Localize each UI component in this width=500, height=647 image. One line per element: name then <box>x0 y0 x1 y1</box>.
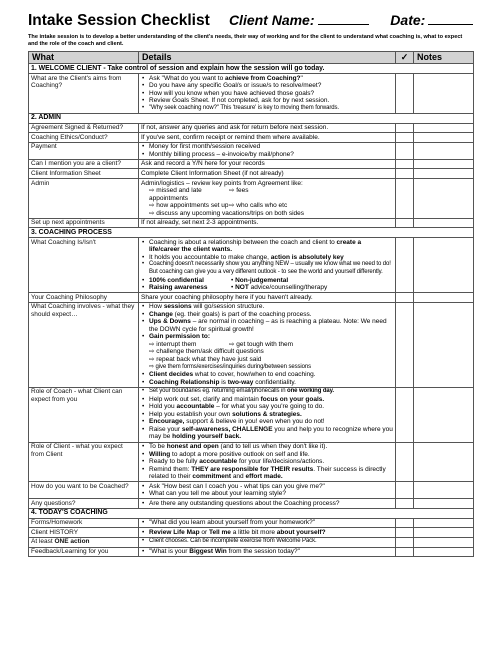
row-label: What Coaching Is/Isn't <box>29 238 139 293</box>
list-item: • Monthly billing process – e-invoice/by mail/phone? <box>141 151 393 159</box>
list-item: • Client chooses. Can be incomplete exercise from Welcome Pack. <box>141 538 393 546</box>
list-item: • It holds you accountable to make change, action is absolutely key <box>141 254 393 262</box>
notes-cell[interactable] <box>414 442 474 482</box>
row-details <box>139 302 396 387</box>
section-coaching-process: 3. COACHING PROCESS <box>29 228 474 238</box>
check-cell[interactable] <box>396 123 414 133</box>
row-label: What Coaching involves - what they should expect… <box>29 302 139 387</box>
check-cell[interactable] <box>396 537 414 547</box>
page-title: Intake Session Checklist <box>28 12 210 29</box>
notes-cell[interactable] <box>414 133 474 143</box>
list-item: • "What did you learn about yourself from your homework?" <box>141 519 393 527</box>
list-item: • Hold you accountable – for what you say you're going to do. <box>141 403 393 411</box>
col-details: Details <box>139 52 396 64</box>
table-row <box>29 179 474 219</box>
list-item: • How sessions will go/session structure. <box>141 303 393 311</box>
table-row <box>29 302 474 387</box>
check-cell[interactable] <box>396 74 414 114</box>
row-label: Payment <box>29 142 139 159</box>
check-cell[interactable] <box>396 133 414 143</box>
row-label: Role of Client - what you expect from Client <box>29 442 139 482</box>
list-item: • Ask "How best can I coach you - what tips can you give me?" <box>141 483 393 491</box>
notes-cell[interactable] <box>414 142 474 159</box>
notes-cell[interactable] <box>414 218 474 228</box>
list-item: • Client decides what to cover, how/when to end coaching. <box>141 371 393 379</box>
row-details <box>139 499 396 509</box>
table-row <box>29 169 474 179</box>
checklist-page <box>28 12 473 557</box>
list-item: • Change (eg. their goals) is part of the coaching process. <box>141 311 393 319</box>
row-label: Admin <box>29 179 139 219</box>
table-row <box>29 293 474 303</box>
table-row <box>29 442 474 482</box>
table-row <box>29 238 474 293</box>
list-item: • "What is your Biggest Win from the session today?" <box>141 548 393 556</box>
list-item: • Help work out set, clarify and maintain focus on your goals. <box>141 396 393 404</box>
row-details <box>139 442 396 482</box>
check-cell[interactable] <box>396 179 414 219</box>
list-item: • To be honest and open (and to tell us when they don't like it). <box>141 443 393 451</box>
list-item: • Are there any outstanding questions about the Coaching process? <box>141 500 393 508</box>
notes-cell[interactable] <box>414 74 474 114</box>
date-label: Date: <box>390 12 426 28</box>
table-row <box>29 518 474 528</box>
row-label: How do you want to be Coached? <box>29 482 139 499</box>
list-item: • "Why seek coaching now?" This 'treasure' is key to moving them forwards. <box>141 105 393 113</box>
list-item: • Review Life Map or Tell me a little bit more about yourself? <box>141 529 393 537</box>
table-row <box>29 387 474 442</box>
table-row <box>29 74 474 114</box>
list-item: • Encourage, support & believe in you! even when you do not! <box>141 418 393 426</box>
check-cell[interactable] <box>396 482 414 499</box>
row-details <box>139 142 396 159</box>
list-item: • 100% confidential • Non-judgemental <box>141 277 393 285</box>
notes-cell[interactable] <box>414 123 474 133</box>
notes-cell[interactable] <box>414 482 474 499</box>
row-details: If you've sent, confirm receipt or remind them where available. <box>139 133 396 143</box>
row-label: Any questions? <box>29 499 139 509</box>
list-item: • Money for first month/session received <box>141 143 393 151</box>
check-cell[interactable] <box>396 547 414 557</box>
list-item: • What can you tell me about your learning style? <box>141 490 393 498</box>
row-label: Your Coaching Philosophy <box>29 293 139 303</box>
check-icon: ✓ <box>396 52 414 64</box>
list-item: • Coaching is about a relationship between the coach and client to create a life/career the client wants. <box>141 239 393 254</box>
row-details: Ask and record a Y/N here for your records <box>139 159 396 169</box>
notes-cell[interactable] <box>414 293 474 303</box>
row-details <box>139 547 396 557</box>
row-details <box>139 518 396 528</box>
table-row <box>29 123 474 133</box>
check-cell[interactable] <box>396 218 414 228</box>
check-cell[interactable] <box>396 159 414 169</box>
row-label: Client Information Sheet <box>29 169 139 179</box>
row-label: Client HISTORY <box>29 528 139 538</box>
notes-cell[interactable] <box>414 238 474 293</box>
row-details: Admin/logistics – review key points from Agreement like: ⇨ missed and late appointments ⇨ fees ⇨ how appointments set up ⇨ who calls who etc ⇨ discuss any upcoming vacations/trips on both sides <box>139 179 396 219</box>
check-cell[interactable] <box>396 142 414 159</box>
section-admin: 2. ADMIN <box>29 113 474 123</box>
notes-cell[interactable] <box>414 518 474 528</box>
list-item: • Coaching Relationship is two-way confidentiality. <box>141 379 393 387</box>
row-details <box>139 537 396 547</box>
table-row <box>29 537 474 547</box>
column-header-row <box>29 52 474 64</box>
table-row <box>29 528 474 538</box>
table-row <box>29 482 474 499</box>
list-item: • Do you have any specific Goal/s or issue/s to resolve/meet? <box>141 82 393 90</box>
row-label: Set up next appointments <box>29 218 139 228</box>
section-todays-coaching: 4. TODAY'S COACHING <box>29 508 474 518</box>
check-cell[interactable] <box>396 169 414 179</box>
list-item: • How will you know when you have achieved those goals? <box>141 90 393 98</box>
notes-cell[interactable] <box>414 159 474 169</box>
client-name-field[interactable] <box>318 13 369 25</box>
row-label: Forms/Homework <box>29 518 139 528</box>
col-what: What <box>29 52 139 64</box>
row-label: What are the Client's aims from Coaching? <box>29 74 139 114</box>
list-item: • Raise your self-awareness, CHALLENGE you and help you to recognize where you may be holding yourself back. <box>141 426 393 441</box>
col-notes: Notes <box>414 52 474 64</box>
notes-cell[interactable] <box>414 179 474 219</box>
check-cell[interactable] <box>396 518 414 528</box>
notes-cell[interactable] <box>414 547 474 557</box>
notes-cell[interactable] <box>414 528 474 538</box>
check-cell[interactable] <box>396 528 414 538</box>
check-cell[interactable] <box>396 442 414 482</box>
row-label: Role of Coach - what Client can expect from you <box>29 387 139 442</box>
list-item: • Help you establish your own solutions & strategies. <box>141 411 393 419</box>
row-label: Coaching Ethics/Conduct? <box>29 133 139 143</box>
list-item: • Ask "What do you want to achieve from Coaching?" <box>141 75 393 83</box>
notes-cell[interactable] <box>414 302 474 387</box>
row-details: If not already, set next 2-3 appointments. <box>139 218 396 228</box>
list-item: • Ready to be fully accountable for your life/decisions/actions. <box>141 458 393 466</box>
table-row <box>29 547 474 557</box>
list-item: • Coaching doesn't necessarily show you anything NEW – usually we know what we need to do! But coaching can give you a very different outlook - to see the world and yourself differently. <box>141 261 393 276</box>
table-row <box>29 142 474 159</box>
date-field[interactable] <box>428 13 473 25</box>
row-details <box>139 387 396 442</box>
header <box>28 12 473 32</box>
notes-cell[interactable] <box>414 499 474 509</box>
list-item: • Set your boundaries eg. returning email/phonecalls in one working day. <box>141 388 393 396</box>
row-details <box>139 528 396 538</box>
intro-text: The intake session is to develop a better understanding of the client's needs, their way of working and for the client to understand what coaching is, what to expect and the role of the coach and client. <box>28 34 463 47</box>
notes-cell[interactable] <box>414 387 474 442</box>
table-row <box>29 133 474 143</box>
list-item: • Ups & Downs – are normal in coaching – as is reaching a plateau. Note: We need the DOWN cycle for spiritual growth! <box>141 318 393 333</box>
row-details: Share your coaching philosophy here if you haven't already. <box>139 293 396 303</box>
row-label: Agreement Signed & Returned? <box>29 123 139 133</box>
check-cell[interactable] <box>396 387 414 442</box>
row-details <box>139 74 396 114</box>
row-label: At least ONE action <box>29 537 139 547</box>
notes-cell[interactable] <box>414 537 474 547</box>
check-cell[interactable] <box>396 238 414 293</box>
notes-cell[interactable] <box>414 169 474 179</box>
row-label: Can I mention you are a client? <box>29 159 139 169</box>
check-cell[interactable] <box>396 302 414 387</box>
row-label: Feedback/Learning for you <box>29 547 139 557</box>
row-details: If not, answer any queries and ask for return before next session. <box>139 123 396 133</box>
list-item: • Gain permission to: ⇨ interrupt them ⇨ get tough with them ⇨ challenge them/ask difficult questions ⇨ repeat back what they have just said ⇨ give them forms/exercises/inquiries during/between sessions <box>141 333 393 371</box>
table-row <box>29 159 474 169</box>
checklist-table <box>28 51 474 557</box>
section-welcome: 1. WELCOME CLIENT - Take control of session and explain how the session will go today. <box>29 64 474 74</box>
list-item: • Remind them: THEY are responsible for THEIR results. Their success is directly related to their commitment and effort made. <box>141 466 393 481</box>
row-details <box>139 482 396 499</box>
list-item: • Willing to adopt a more positive outlook on self and life. <box>141 451 393 459</box>
check-cell[interactable] <box>396 293 414 303</box>
table-row <box>29 499 474 509</box>
row-details: Complete Client Information Sheet (if not already) <box>139 169 396 179</box>
check-cell[interactable] <box>396 499 414 509</box>
table-row <box>29 218 474 228</box>
client-name-label: Client Name: <box>228 12 315 28</box>
row-details <box>139 238 396 293</box>
list-item: • Raising awareness • NOT advice/counselling/therapy <box>141 284 393 292</box>
list-item: • Review Goals Sheet. If not completed, ask for by next session. <box>141 97 393 105</box>
